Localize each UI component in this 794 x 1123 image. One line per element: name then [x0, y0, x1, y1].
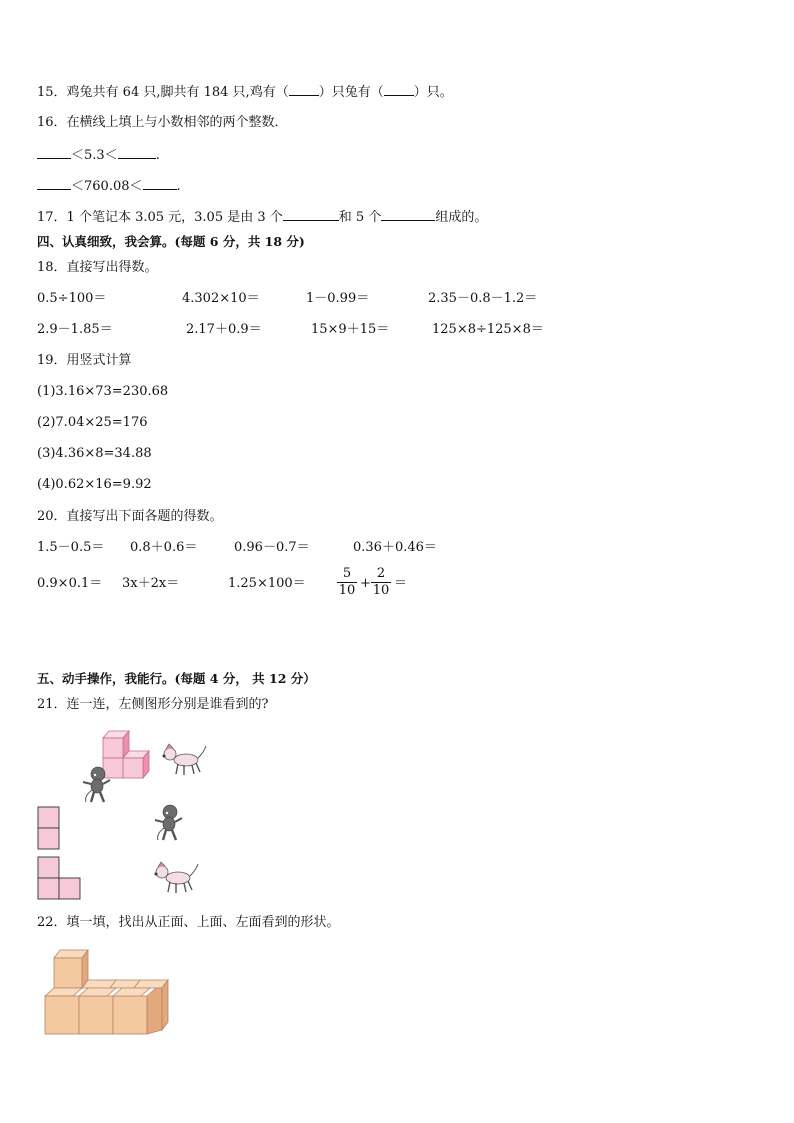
tan-cube-figure — [42, 944, 172, 1036]
monkey-icon — [80, 766, 114, 804]
question-16-row-1: ＜5.3＜ . — [37, 145, 160, 165]
q20-expr: 0.9×0.1＝ — [37, 576, 103, 591]
fraction — [337, 566, 357, 599]
q19-item: (1)3.16×73=230.68 — [37, 384, 169, 399]
answer-blank[interactable] — [143, 176, 177, 190]
section-4-heading: 四、认真细致，我会算。(每题 6 分，共 18 分) — [37, 234, 305, 249]
q18-expr: 2.35－0.8－1.2＝ — [428, 291, 538, 306]
fraction-denominator: 10 — [372, 583, 390, 598]
answer-blank[interactable] — [283, 207, 339, 221]
section-5-heading: 五、动手操作，我能行。(每题 4 分， 共 12 分） — [37, 671, 316, 686]
answer-blank[interactable] — [381, 207, 435, 221]
q19-item: (2)7.04×25=176 — [37, 415, 148, 430]
fraction-denominator: 10 — [338, 583, 356, 598]
fraction-numerator: 2 — [371, 566, 391, 583]
q18-expr: 2.17＋0.9＝ — [186, 322, 262, 337]
answer-blank[interactable] — [118, 145, 156, 159]
question-22: 22．填一填，找出从正面、上面、左面看到的形状。 — [37, 915, 340, 930]
q18-expr: 1－0.99＝ — [306, 291, 370, 306]
q20-expr: 1.25×100＝ — [228, 576, 306, 591]
equals-sign: ＝ — [394, 576, 408, 591]
q20-expr: 0.8＋0.6＝ — [130, 540, 198, 555]
question-16-row-2: ＜760.08＜ . — [37, 176, 181, 196]
dog-icon[interactable] — [152, 860, 200, 896]
q18-expr: 4.302×10＝ — [182, 291, 260, 306]
q20-expr: 0.96－0.7＝ — [234, 540, 310, 555]
q18-expr: 125×8÷125×8＝ — [432, 322, 544, 337]
fraction-numerator: 5 — [337, 566, 357, 583]
answer-blank[interactable] — [37, 176, 71, 190]
plus-sign: + — [360, 576, 371, 591]
q18-expr: 15×9＋15＝ — [311, 322, 390, 337]
view-shape-tall[interactable] — [37, 806, 63, 852]
q20-expr: 1.5－0.5＝ — [37, 540, 105, 555]
q19-item: (3)4.36×8=34.88 — [37, 446, 152, 461]
monkey-icon[interactable] — [152, 804, 186, 842]
q19-item: (4)0.62×16=9.92 — [37, 477, 152, 492]
question-16: 16．在横线上填上与小数相邻的两个整数． — [37, 115, 288, 130]
answer-blank[interactable] — [37, 145, 71, 159]
fraction — [371, 566, 391, 599]
dog-icon — [160, 742, 208, 778]
q18-expr: 0.5÷100＝ — [37, 291, 107, 306]
question-21: 21．连一连，左侧图形分别是谁看到的? — [37, 697, 269, 712]
question-20: 20．直接写出下面各题的得数。 — [37, 509, 223, 524]
question-15: 15．鸡兔共有 64 只,脚共有 184 只,鸡有（ ）只兔有（ ）只。 — [37, 82, 453, 102]
question-17: 17．1 个笔记本 3.05 元，3.05 是由 3 个 和 5 个 组成的。 — [37, 207, 487, 227]
view-shape-l[interactable] — [37, 856, 85, 902]
question-18: 18．直接写出得数。 — [37, 260, 158, 275]
q20-expr: 0.36＋0.46＝ — [353, 540, 437, 555]
answer-blank[interactable] — [289, 82, 319, 96]
q18-expr: 2.9－1.85＝ — [37, 322, 113, 337]
answer-blank[interactable] — [384, 82, 414, 96]
question-19: 19．用竖式计算 — [37, 353, 132, 368]
q20-expr: 3x＋2x＝ — [122, 576, 180, 591]
